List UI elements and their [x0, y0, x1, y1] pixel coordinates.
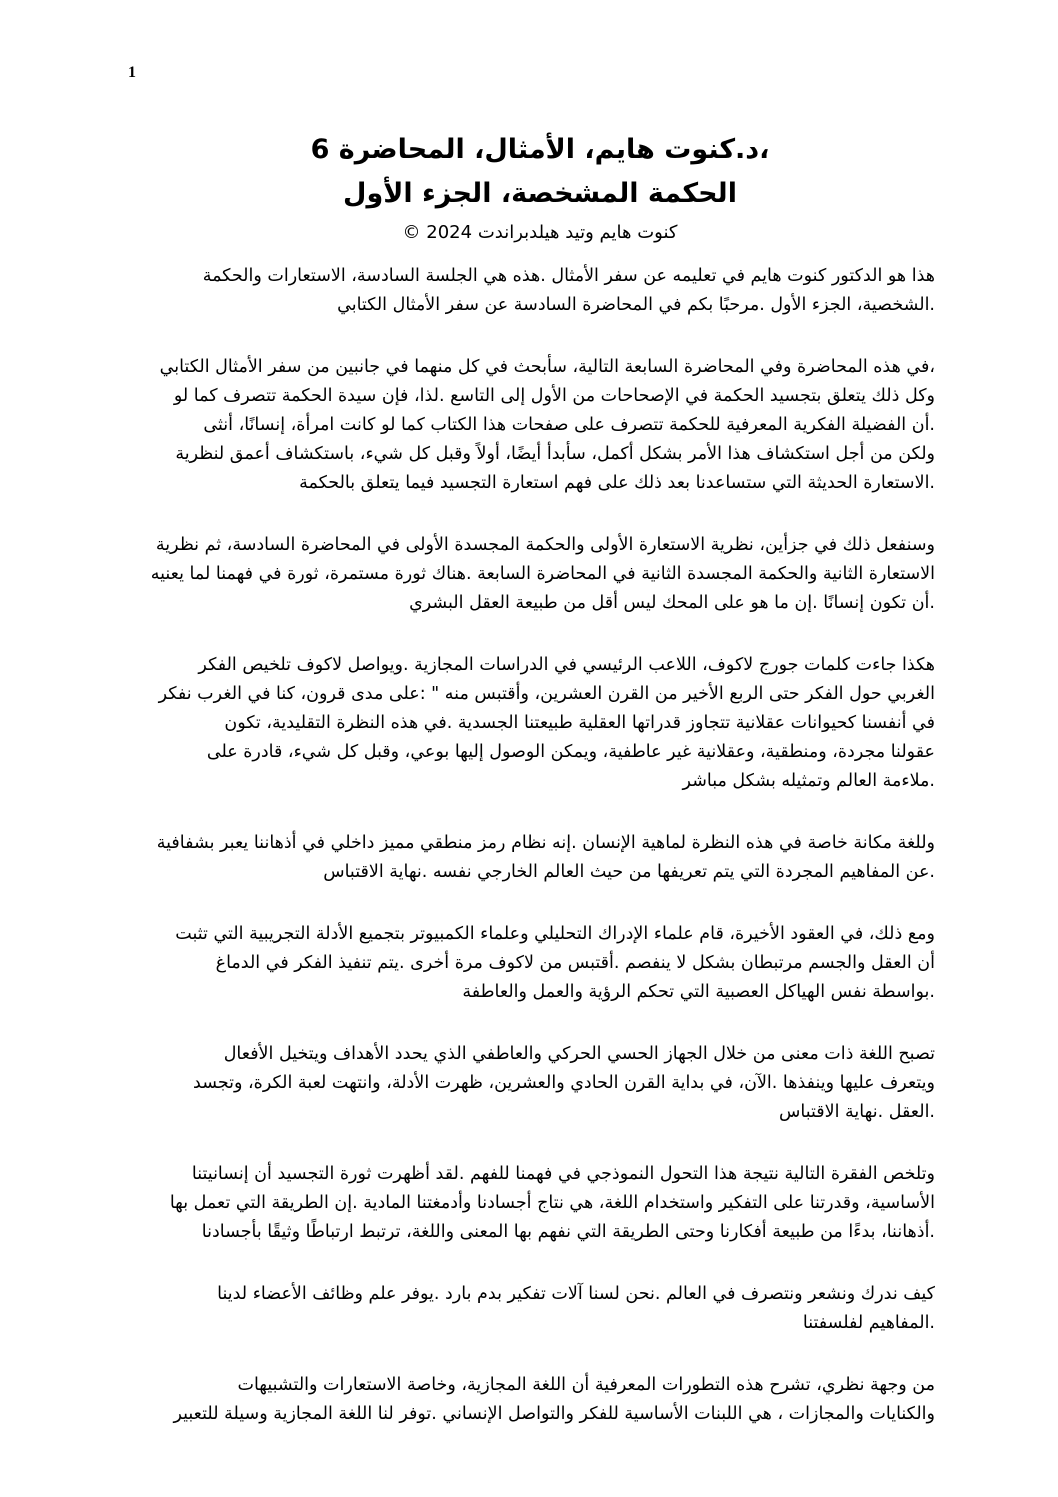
text-line: هذا هو الدكتور كنوت هايم في تعليمه عن سفر الأمثال .هذه هي الجلسة السادسة، الاستعارات والحكمة — [202, 266, 935, 286]
paragraph — [150, 262, 935, 320]
document-header — [150, 128, 930, 248]
paragraph — [150, 1160, 935, 1247]
text-line: .العقل .نهاية الاقتباس — [779, 1102, 935, 1122]
text-line: ،في هذه المحاضرة وفي المحاضرة السابعة التالية، سأبحث في كل منهما في جانبين من سفر الأمثال الكتابي — [159, 357, 935, 377]
text-line: الاستعارة الثانية والحكمة المجسدة الثانية في المحاضرة السابعة .هناك ثورة مستمرة، ثورة في فهمنا لما يعنيه — [150, 564, 935, 584]
text-line: ومع ذلك، في العقود الأخيرة، قام علماء الإدراك التحليلي وعلماء الكمبيوتر بتجميع الأدلة التجريبية التي تثبت — [175, 924, 935, 944]
text-line: .أن تكون إنسانًا .إن ما هو على المحك ليس أقل من طبيعة العقل البشري — [409, 593, 935, 613]
title-line-2: الحكمة المشخصة، الجزء الأول — [343, 178, 737, 209]
document-body — [150, 262, 935, 1462]
title-line-1: ،د.كنوت هايم، الأمثال، المحاضرة 6 — [310, 134, 770, 165]
text-line: .ملاءمة العالم وتمثيله بشكل مباشر — [682, 771, 935, 791]
text-line: من وجهة نظري، تشرح هذه التطورات المعرفية أن اللغة المجازية، وخاصة الاستعارات والتشبيهات — [237, 1375, 935, 1395]
paragraph — [150, 353, 935, 498]
paragraph — [150, 920, 935, 1007]
text-line: ويتعرف عليها وينفذها .الآن، في بداية القرن الحادي والعشرين، ظهرت الأدلة، وانتهت لعبة الكرة، وتجسد — [193, 1073, 935, 1093]
copyright-line: كنوت هايم وتيد هيلدبراندت 2024 © — [402, 222, 678, 243]
text-line: ولكن من أجل استكشاف هذا الأمر بشكل أكمل، سأبدأ أيضًا، أولاً وقبل كل شيء، باستكشاف أعمق لنظرية — [175, 444, 935, 464]
text-line: والكنايات والمجازات ، هي اللبنات الأساسية للفكر والتواصل الإنساني .توفر لنا اللغة المجازية وسيلة للتعبير — [173, 1404, 935, 1424]
text-line: هكذا جاءت كلمات جورج لاكوف، اللاعب الرئيسي في الدراسات المجازية .ويواصل لاكوف تلخيص الفكر — [198, 655, 935, 675]
text-line: .المفاهيم لفلسفتنا — [802, 1313, 935, 1333]
page-number: 1 — [128, 64, 136, 81]
text-line: وسنفعل ذلك في جزأين، نظرية الاستعارة الأولى والحكمة المجسدة الأولى في المحاضرة السادسة، ثم نظرية — [155, 535, 935, 555]
text-line: كيف ندرك ونشعر ونتصرف في العالم .نحن لسنا آلات تفكير بدم بارد .يوفر علم وظائف الأعضاء لدينا — [217, 1284, 935, 1304]
paragraph — [150, 531, 935, 618]
text-line: .أن الفضيلة الفكرية المعرفية للحكمة تتصرف على صفحات هذا الكتاب كما لو كانت امرأة، إنسانًا، أنثى — [203, 415, 935, 435]
paragraph — [150, 1280, 935, 1338]
text-line: .الاستعارة الحديثة التي ستساعدنا بعد ذلك على فهم استعارة التجسيد فيما يتعلق بالحكمة — [299, 473, 935, 493]
text-line: الغربي حول الفكر حتى الربع الأخير من القرن العشرين، وأقتبس منه " :على مدى قرون، كنا في الغرب نفكر — [158, 684, 935, 704]
text-line: عقولنا مجردة، ومنطقية، وعقلانية غير عاطفية، ويمكن الوصول إليها بوعي، وقبل كل شيء، قادرة على — [206, 742, 935, 762]
text-line: .بواسطة نفس الهياكل العصبية التي تحكم الرؤية والعمل والعاطفة — [462, 982, 935, 1002]
paragraph — [150, 651, 935, 796]
text-line: وتلخص الفقرة التالية نتيجة هذا التحول النموذجي في فهمنا للفهم .لقد أظهرت ثورة التجسيد أن إنسانيتنا — [191, 1164, 935, 1184]
paragraph — [150, 1040, 935, 1127]
text-line: وللغة مكانة خاصة في هذه النظرة لماهية الإنسان .إنه نظام رمز منطقي مميز داخلي في أذهاننا يعبر بشفافية — [156, 833, 935, 853]
paragraph — [150, 1371, 935, 1429]
text-line: .أذهاننا، بدءًا من طبيعة أفكارنا وحتى الطريقة التي نفهم بها المعنى واللغة، ترتبط ارتباطًا وثيقًا بأجسادنا — [201, 1222, 935, 1242]
text-line: وكل ذلك يتعلق بتجسيد الحكمة في الإصحاحات من الأول إلى التاسع .لذا، فإن سيدة الحكمة تتصرف كما لو — [173, 386, 935, 406]
paragraph — [150, 829, 935, 887]
text-line: في أنفسنا كحيوانات عقلانية تتجاوز قدراتها العقلية طبيعتنا الجسدية .في هذه النظرة التقليدية، تكون — [224, 713, 935, 733]
text-line: الأساسية، وقدرتنا على التفكير واستخدام اللغة، هي نتاج أجسادنا وأدمغتنا المادية .إن الطريقة التي تعمل بها — [169, 1193, 935, 1213]
text-line: أن العقل والجسم مرتبطان بشكل لا ينفصم .أقتبس من لاكوف مرة أخرى .يتم تنفيذ الفكر في الدماغ — [215, 953, 935, 973]
text-line: .الشخصية، الجزء الأول .مرحبًا بكم في المحاضرة السادسة عن سفر الأمثال الكتابي — [337, 295, 935, 315]
text-line: تصبح اللغة ذات معنى من خلال الجهاز الحسي الحركي والعاطفي الذي يحدد الأهداف ويتخيل الأفعال — [223, 1044, 935, 1064]
text-line: .عن المفاهيم المجردة التي يتم تعريفها من حيث العالم الخارجي نفسه .نهاية الاقتباس — [323, 862, 935, 882]
